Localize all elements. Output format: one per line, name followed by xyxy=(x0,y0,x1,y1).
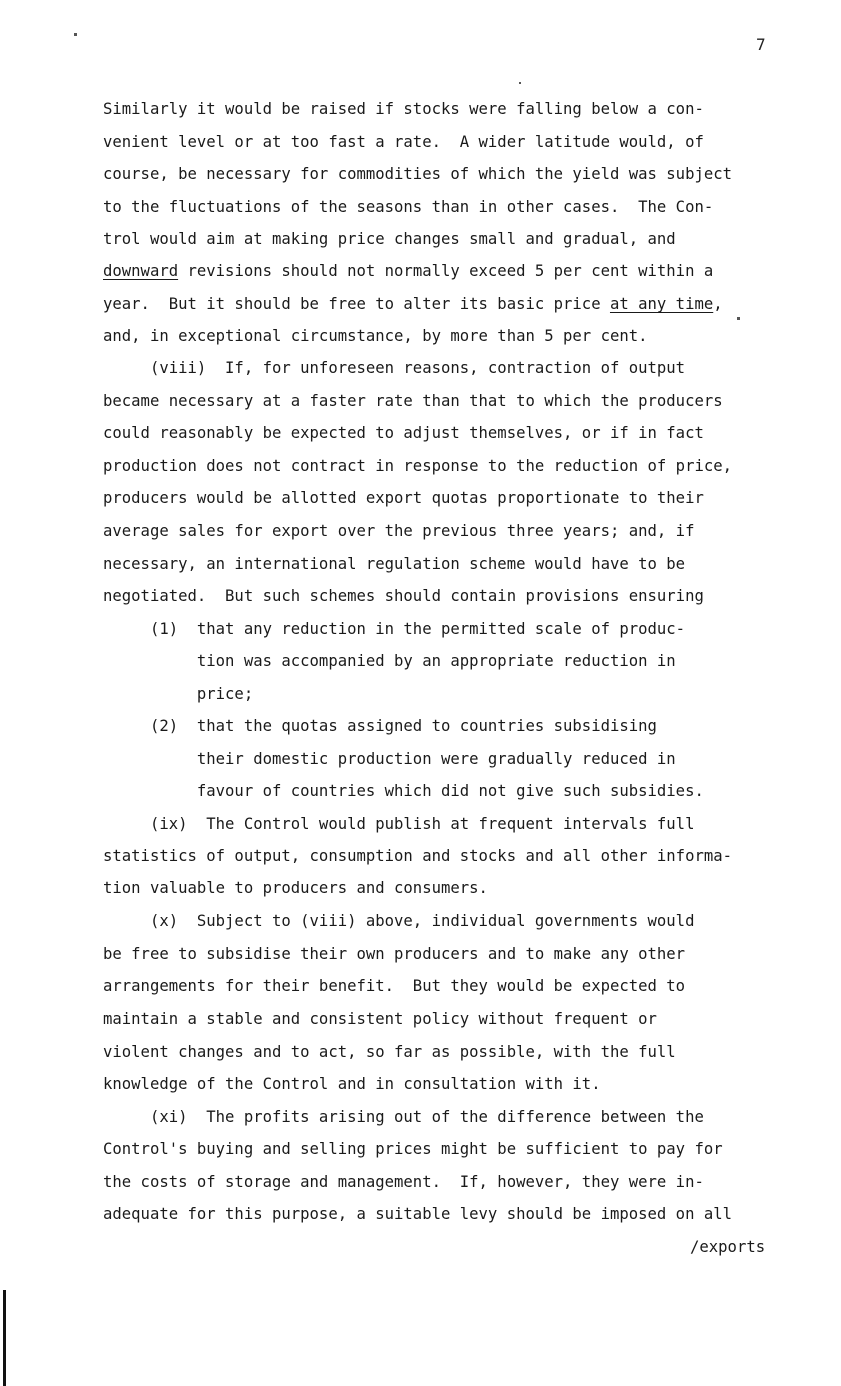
text-line: favour of countries which did not give such subsidies. xyxy=(103,782,704,800)
scan-edge-line xyxy=(3,1290,6,1386)
text-line: course, be necessary for commodities of which the yield was subject xyxy=(103,165,733,183)
text-line: Control's buying and selling prices might be sufficient to pay for xyxy=(103,1140,723,1158)
text-line-tail: , xyxy=(713,295,723,313)
text-line: necessary, an international regulation scheme would have to be xyxy=(103,555,686,573)
text-line: negotiated. But such schemes should contain provisions ensuring xyxy=(103,587,704,605)
text-line: tion was accompanied by an appropriate reduction in xyxy=(103,652,676,670)
text-line: the costs of storage and management. If, however, they were in- xyxy=(103,1173,704,1191)
text-line: (2) that the quotas assigned to countries subsidising xyxy=(103,717,657,735)
text-line-start: year. But it should be free to alter its basic price xyxy=(103,295,610,313)
text-line: average sales for export over the previous three years; and, if xyxy=(103,522,695,540)
text-line: Similarly it would be raised if stocks were falling below a con- xyxy=(103,100,704,118)
text-line: statistics of output, consumption and stocks and all other informa- xyxy=(103,847,733,865)
text-line-rest: revisions should not normally exceed 5 per cent within a xyxy=(178,262,714,280)
text-line: and, in exceptional circumstance, by more than 5 per cent. xyxy=(103,327,648,345)
text-line: be free to subsidise their own producers and to make any other xyxy=(103,945,686,963)
catchword-continuation: /exports xyxy=(690,1238,766,1256)
text-line: their domestic production were gradually reduced in xyxy=(103,750,676,768)
underlined-word: downward xyxy=(103,262,179,280)
text-line: became necessary at a faster rate than that to which the producers xyxy=(103,392,723,410)
text-line: (x) Subject to (viii) above, individual governments would xyxy=(103,912,695,930)
text-line: to the fluctuations of the seasons than in other cases. The Con- xyxy=(103,198,714,216)
text-line: trol would aim at making price changes small and gradual, and xyxy=(103,230,676,248)
text-line: tion valuable to producers and consumers. xyxy=(103,879,488,897)
text-line: venient level or at too fast a rate. A wider latitude would, of xyxy=(103,133,704,151)
text-line: production does not contract in response to the reduction of price, xyxy=(103,457,733,475)
text-line: adequate for this purpose, a suitable levy should be imposed on all xyxy=(103,1205,733,1223)
page-number: 7 xyxy=(756,35,766,54)
text-line: violent changes and to act, so far as possible, with the full xyxy=(103,1043,676,1061)
scan-speck xyxy=(74,33,77,36)
scan-speck xyxy=(737,317,740,320)
text-line: price; xyxy=(103,685,254,703)
text-line xyxy=(103,295,723,313)
text-line: knowledge of the Control and in consultation with it. xyxy=(103,1075,601,1093)
text-line: (ix) The Control would publish at frequent intervals full xyxy=(103,815,695,833)
text-line: could reasonably be expected to adjust themselves, or if in fact xyxy=(103,424,704,442)
text-line: (xi) The profits arising out of the difference between the xyxy=(103,1108,704,1126)
underlined-phrase: at any time xyxy=(609,295,714,313)
text-line: arrangements for their benefit. But they would be expected to xyxy=(103,977,686,995)
scan-speck xyxy=(519,82,521,84)
text-line: producers would be allotted export quotas proportionate to their xyxy=(103,489,704,507)
text-line: maintain a stable and consistent policy without frequent or xyxy=(103,1010,657,1028)
text-line: (viii) If, for unforeseen reasons, contraction of output xyxy=(103,359,686,377)
text-line xyxy=(103,262,713,280)
text-line: (1) that any reduction in the permitted scale of produc- xyxy=(103,620,686,638)
